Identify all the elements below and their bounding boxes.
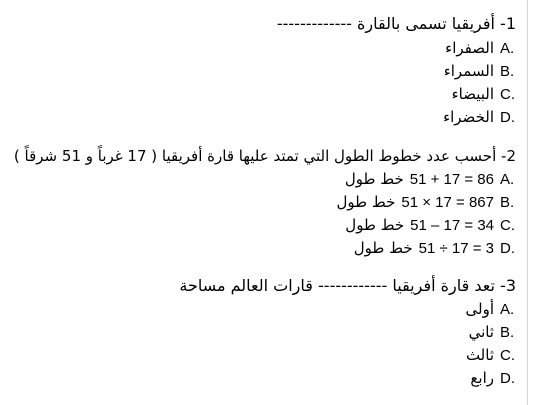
question-3-option-c [466,345,516,366]
option-label: D. [500,370,515,387]
question-text: تعد قارة أفريقيا ------------ قارات العالم مساحة [179,276,495,295]
option-unit: خط طول [344,170,404,188]
option-label: C. [500,217,515,234]
question-1 [277,14,516,34]
question-2-option-b [337,192,516,213]
option-expression: 51 + 17 = 86 [409,171,494,188]
question-number: 1- [500,14,516,33]
option-expression: 51 × 17 = 867 [401,194,494,211]
option-unit: خط طول [345,216,405,234]
option-label: D. [500,240,515,257]
option-label: C. [500,86,515,103]
question-1-option-b [444,61,516,82]
question-number: 2- [501,147,516,165]
question-1-option-d [443,107,516,128]
question-2-option-d [354,238,516,259]
question-3-option-d [470,368,516,389]
option-text: رابع [470,369,494,387]
question-1-option-a [445,38,516,59]
option-text: أولى [465,300,494,318]
option-label: B. [500,324,515,341]
option-text: ثالث [465,346,494,364]
option-text: البيضاء [451,85,494,103]
option-text: الصفراء [445,39,494,57]
option-label: A. [500,171,515,188]
question-3-option-a [466,299,516,320]
option-text: السمراء [443,62,494,80]
option-label: A. [500,301,515,318]
question-text: أفريقيا تسمى بالقارة ------------- [276,14,495,33]
option-text: الخضراء [443,108,494,126]
option-label: A. [500,40,515,57]
option-expression: 51 – 17 = 34 [410,217,494,234]
question-2 [14,146,516,166]
option-text: ثاني [468,323,494,341]
question-text: أحسب عدد خطوط الطول التي تمتد عليها قارة أفريقيا ( 17 غرباً و 51 شرقاً ) [13,147,497,165]
option-unit: خط طول [353,239,413,257]
question-3-option-b [469,322,516,343]
question-number: 3- [500,276,516,295]
option-label: B. [500,194,515,211]
option-label: D. [500,109,515,126]
question-3 [179,276,516,296]
option-label: C. [500,347,515,364]
question-1-option-c [452,84,516,105]
question-2-option-a [345,169,516,190]
option-expression: 51 ÷ 17 = 3 [418,240,494,257]
option-label: B. [500,63,515,80]
question-2-option-c [345,215,516,236]
option-unit: خط طول [336,193,396,211]
